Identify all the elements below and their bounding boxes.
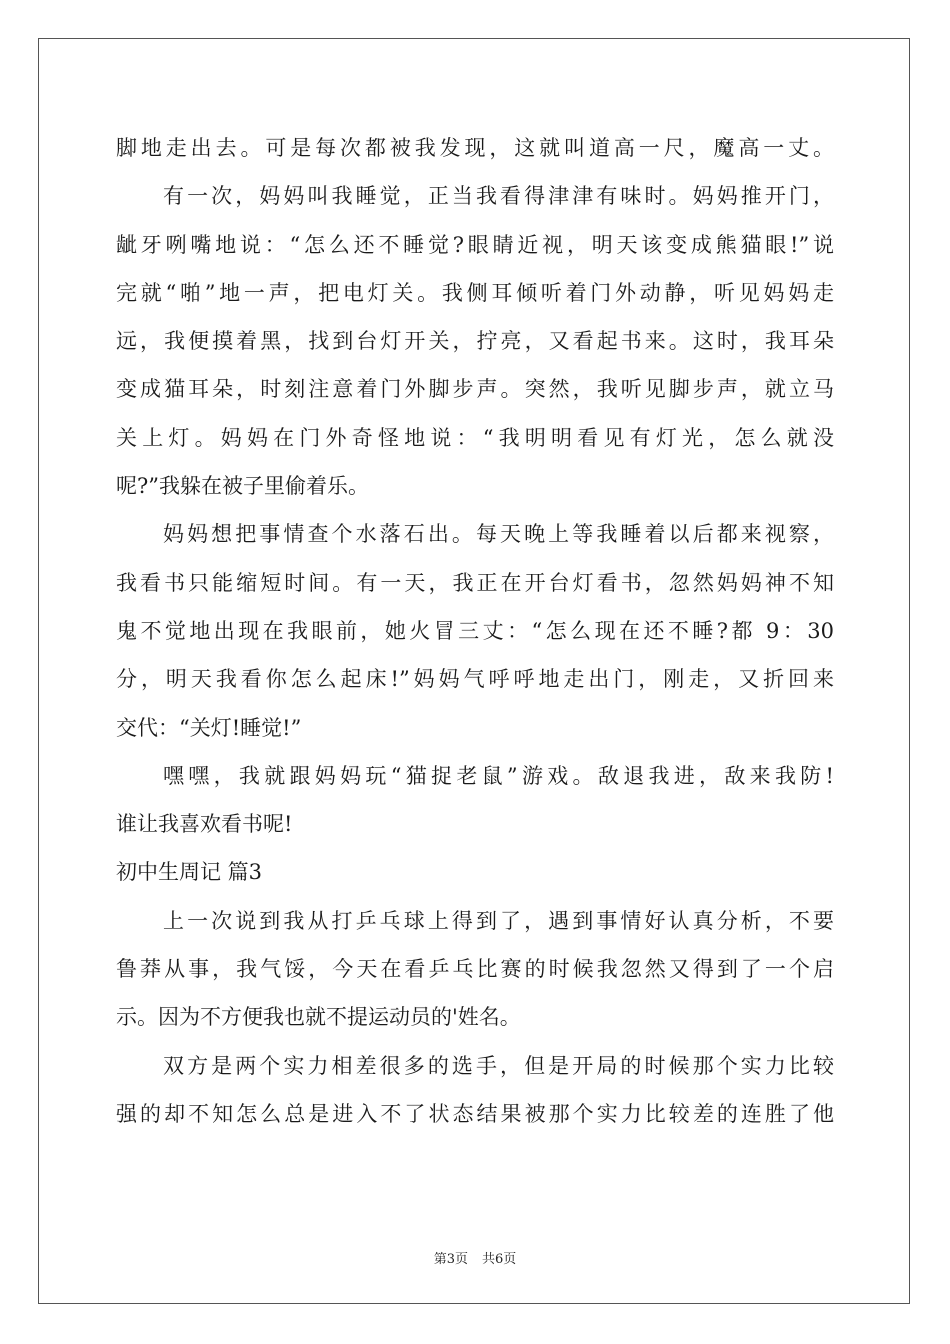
text-line: 变成猫耳朵，时刻注意着门外脚步声。突然，我听见脚步声，就立马 xyxy=(116,377,834,402)
page-total: 共6页 xyxy=(482,1252,517,1267)
text-line: 示。因为不方便我也就不提运动员的'姓名。 xyxy=(116,1005,521,1030)
text-line: 嘿嘿，我就跟妈妈玩“猫捉老鼠”游戏。敌退我进，敌来我防! xyxy=(163,763,834,788)
text-line: 我看书只能缩短时间。有一天，我正在开台灯看书，忽然妈妈神不知 xyxy=(116,570,834,595)
text-line: 呢?”我躲在被子里偷着乐。 xyxy=(116,474,369,499)
document-body xyxy=(116,124,834,1138)
page-number: 第3页 xyxy=(433,1252,468,1267)
text-line: 鲁莽从事，我气馁，今天在看乒乓比赛的时候我忽然又得到了一个启 xyxy=(116,957,834,982)
page-footer xyxy=(0,1248,950,1267)
text-line: 妈妈想把事情查个水落石出。每天晚上等我睡着以后都来视察， xyxy=(163,522,834,547)
text-line: 上一次说到我从打乒乓球上得到了，遇到事情好认真分析，不要 xyxy=(163,908,834,933)
section-heading: 初中生周记 篇3 xyxy=(116,860,263,885)
text-line: 鬼不觉地出现在我眼前，她火冒三丈：“怎么现在还不睡?都 9：30 xyxy=(116,618,834,643)
text-line: 脚地走出去。可是每次都被我发现，这就叫道高一尺，魔高一丈。 xyxy=(116,136,834,160)
text-line: 远，我便摸着黑，找到台灯开关，拧亮，又看起书来。这时，我耳朵 xyxy=(116,329,834,354)
text-line: 有一次，妈妈叫我睡觉，正当我看得津津有味时。妈妈推开门， xyxy=(163,184,834,209)
text-line: 完就“啪”地一声，把电灯关。我侧耳倾听着门外动静，听见妈妈走 xyxy=(116,280,834,305)
text-line: 分，明天我看你怎么起床!”妈妈气呼呼地走出门，刚走，又折回来 xyxy=(116,667,834,692)
text-line: 关上灯。妈妈在门外奇怪地说：“我明明看见有灯光，怎么就没 xyxy=(116,425,834,450)
text-line: 双方是两个实力相差很多的选手，但是开局的时候那个实力比较 xyxy=(163,1053,834,1078)
text-line: 强的却不知怎么总是进入不了状态结果被那个实力比较差的连胜了他 xyxy=(116,1101,834,1126)
text-line: 交代：“关灯!睡觉!” xyxy=(116,715,302,740)
text-line: 谁让我喜欢看书呢! xyxy=(116,812,293,837)
text-line: 龇牙咧嘴地说：“怎么还不睡觉?眼睛近视，明天该变成熊猫眼!”说 xyxy=(116,232,834,257)
